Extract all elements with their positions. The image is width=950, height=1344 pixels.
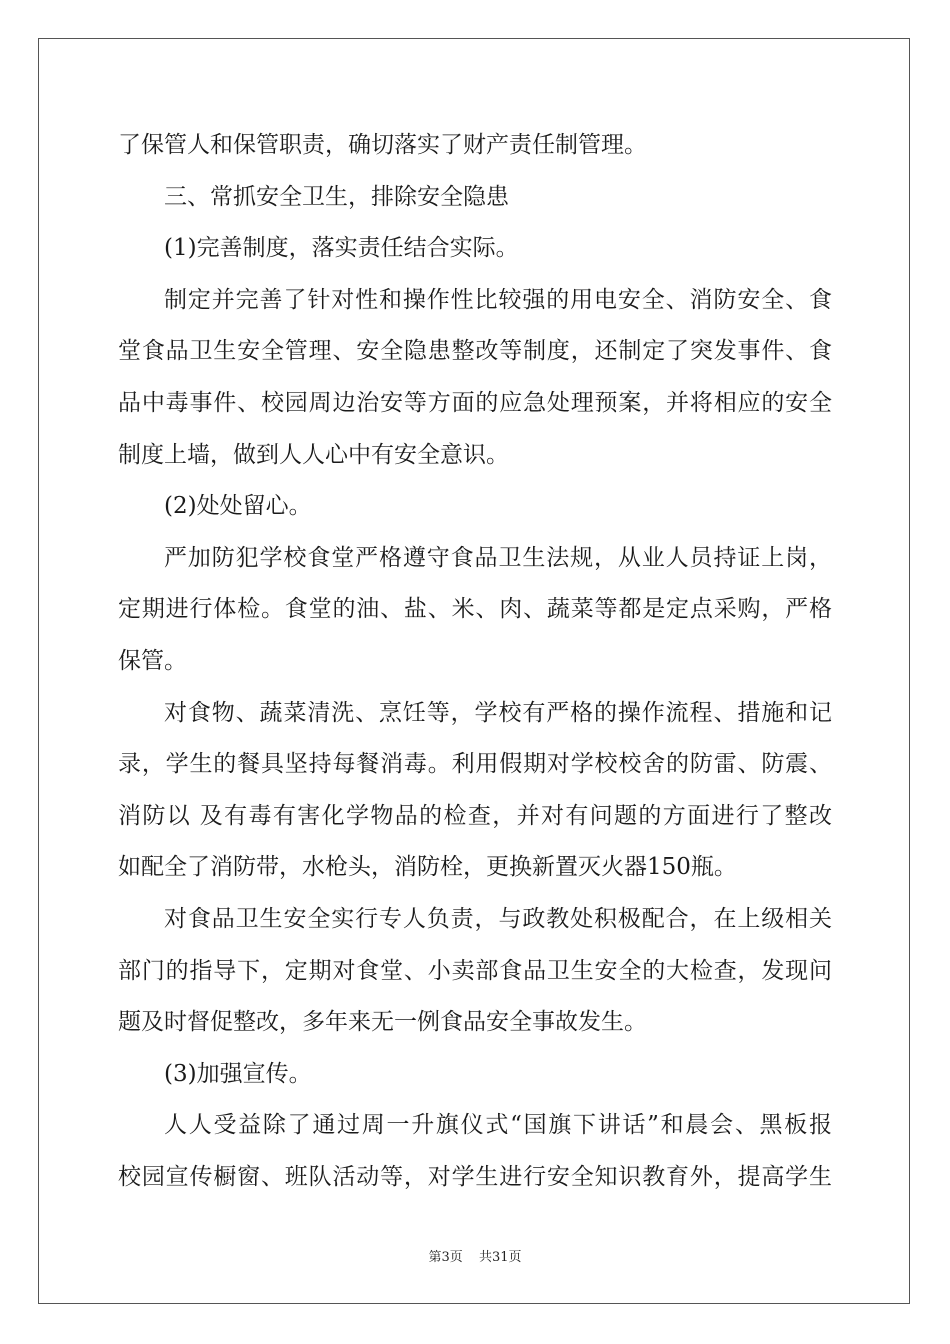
text-line: 校园宣传橱窗、班队活动等，对学生进行安全知识教育外，提高学生	[118, 1163, 832, 1190]
text-line: (3)加强宣传。	[164, 1060, 312, 1087]
text-line: 对食品卫生安全实行专人负责，与政教处积极配合，在上级相关	[164, 905, 832, 932]
text-line: 严加防犯学校食堂严格遵守食品卫生法规，从业人员持证上岗，	[164, 544, 832, 571]
text-line: (2)处处留心。	[164, 493, 312, 520]
text-line: 对食物、蔬菜清洗、烹饪等，学校有严格的操作流程、措施和记	[164, 699, 832, 726]
text-line: 品中毒事件、校园周边治安等方面的应急处理预案，并将相应的安全	[118, 389, 832, 416]
page-number-current: 第3页	[428, 1250, 463, 1265]
page-number-total: 共31页	[478, 1250, 522, 1265]
text-line: 保管。	[118, 647, 187, 674]
text-line: 如配全了消防带，水枪头，消防栓，更换新置灭火器150瓶。	[118, 854, 737, 881]
document-body	[118, 120, 832, 1203]
text-line: 了保管人和保管职责，确切落实了财产责任制管理。	[118, 132, 647, 158]
text-line: (1)完善制度，落实责任结合实际。	[164, 235, 519, 262]
text-line: 三、常抓安全卫生，排除安全隐患	[164, 183, 509, 210]
text-line: 定期进行体检。食堂的油、盐、米、肉、蔬菜等都是定点采购，严格	[118, 596, 832, 623]
text-line: 制度上墙，做到人人心中有安全意识。	[118, 441, 509, 468]
page-footer	[0, 1246, 950, 1265]
text-line: 题及时督促整改，多年来无一例食品安全事故发生。	[118, 1009, 647, 1036]
text-line: 人人受益除了通过周一升旗仪式“国旗下讲话”和晨会、黑板报	[164, 1112, 832, 1139]
text-line: 制定并完善了针对性和操作性比较强的用电安全、消防安全、食	[164, 286, 832, 313]
text-line: 部门的指导下，定期对食堂、小卖部食品卫生安全的大检查，发现问	[118, 957, 832, 984]
text-line: 录，学生的餐具坚持每餐消毒。利用假期对学校校舍的防雷、防震、	[118, 751, 832, 778]
text-line: 消防以 及有毒有害化学物品的检查，并对有问题的方面进行了整改	[118, 802, 832, 829]
text-line: 堂食品卫生安全管理、安全隐患整改等制度，还制定了突发事件、食	[118, 338, 832, 365]
